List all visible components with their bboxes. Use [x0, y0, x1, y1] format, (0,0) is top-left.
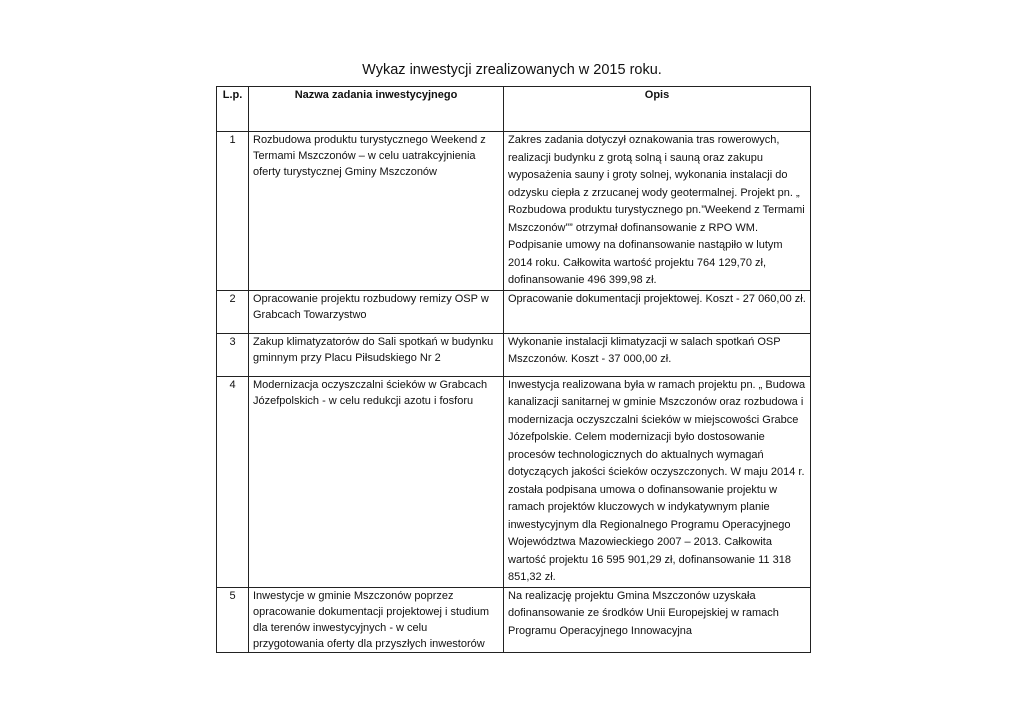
row-lp: 3 — [217, 333, 249, 376]
table-row — [217, 132, 811, 291]
table-row — [217, 290, 811, 333]
row-lp: 4 — [217, 376, 249, 587]
row-name: Opracowanie projektu rozbudowy remizy OSP w Grabcach Towarzystwo — [249, 290, 504, 333]
row-lp: 1 — [217, 132, 249, 291]
table-row — [217, 376, 811, 587]
table-row — [217, 333, 811, 376]
investment-table — [216, 86, 811, 653]
header-desc: Opis — [504, 87, 811, 132]
header-lp: L.p. — [217, 87, 249, 132]
row-desc: Inwestycja realizowana była w ramach projektu pn. „ Budowa kanalizacji sanitarnej w gminie Mszczonów oraz rozbudowa i modernizacja oczyszczalni ścieków w miejscowości Grabce Józefpolskie. Celem modernizacji było dostosowanie procesów technologicznych do aktualnych wymagań dotyczących jakości ścieków oczyszczonych. W maju 2014 r. została podpisana umowa o dofinansowanie projektu w ramach projektów kluczowych w indykatywnym planie inwestycyjnym dla Regionalnego Programu Operacyjnego Województwa Mazowieckiego 2007 – 2013. Całkowita wartość projektu 16 595 901,29 zł, dofinansowanie 11 318 851,32 zł. — [504, 376, 811, 587]
row-desc: Wykonanie instalacji klimatyzacji w salach spotkań OSP Mszczonów. Koszt - 37 000,00 zł. — [504, 333, 811, 376]
row-name: Modernizacja oczyszczalni ścieków w Grabcach Józefpolskich - w celu redukcji azotu i fosforu — [249, 376, 504, 587]
row-name: Inwestycje w gminie Mszczonów poprzez opracowanie dokumentacji projektowej i studium dla terenów inwestycyjnych - w celu przygotowania oferty dla przyszłych inwestorów — [249, 587, 504, 652]
page-title: Wykaz inwestycji zrealizowanych w 2015 roku. — [362, 62, 662, 78]
row-desc: Na realizację projektu Gmina Mszczonów uzyskała dofinansowanie ze środków Unii Europejskiej w ramach Programu Operacyjnego Innowacyjna — [504, 587, 811, 652]
row-desc: Zakres zadania dotyczył oznakowania tras rowerowych, realizacji budynku z grotą solną i sauną oraz zakupu wyposażenia sauny i groty solnej, wykonania instalacji do odzysku ciepła z zrzucanej wody geotermalnej. Projekt pn. „ Rozbudowa produktu turystycznego pn.”Weekend z Termami Mszczonów”” otrzymał dofinansowanie z RPO WM. Podpisanie umowy na dofinansowanie nastąpiło w lutym 2014 roku. Całkowita wartość projektu 764 129,70 zł, dofinansowanie 496 399,98 zł. — [504, 132, 811, 291]
row-lp: 5 — [217, 587, 249, 652]
table-header-row — [217, 87, 811, 132]
table-row — [217, 587, 811, 652]
header-name: Nazwa zadania inwestycyjnego — [249, 87, 504, 132]
row-lp: 2 — [217, 290, 249, 333]
row-name: Zakup klimatyzatorów do Sali spotkań w budynku gminnym przy Placu Piłsudskiego Nr 2 — [249, 333, 504, 376]
row-name: Rozbudowa produktu turystycznego Weekend z Termami Mszczonów – w celu uatrakcyjnienia oferty turystycznej Gminy Mszczonów — [249, 132, 504, 291]
row-desc: Opracowanie dokumentacji projektowej. Koszt - 27 060,00 zł. — [504, 290, 811, 333]
